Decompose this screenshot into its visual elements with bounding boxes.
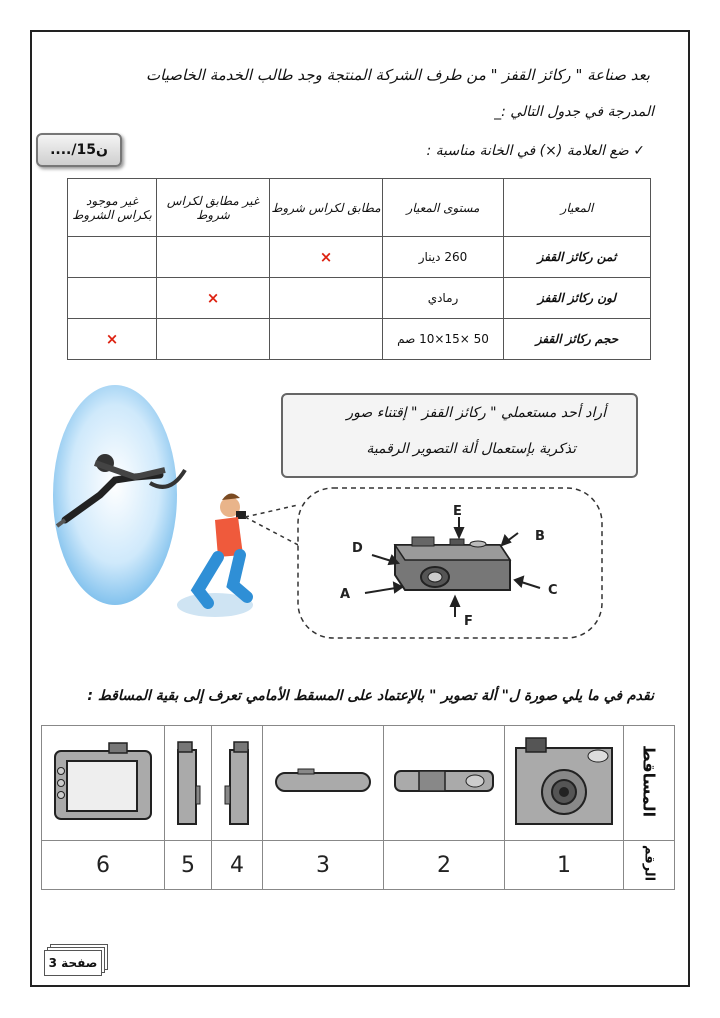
- label-f: F: [464, 614, 473, 629]
- view-5: [165, 726, 212, 841]
- criteria-table: [67, 178, 651, 360]
- label-b: B: [535, 529, 545, 544]
- camera-back-view-icon: [53, 741, 153, 821]
- label-e: E: [453, 504, 462, 519]
- header-compliant: مطابق لكراس شروط: [270, 179, 383, 237]
- label-c: C: [548, 583, 558, 598]
- header-noncompliant: غير مطابق لكراس شروط: [157, 179, 270, 237]
- check-icon: ✓: [633, 143, 645, 159]
- number-2: 2: [384, 841, 505, 890]
- level-color: رمادي: [383, 278, 504, 319]
- scenario-line-1: أراد أحد مستعملي " ركائز القفز " إقتناء صور: [346, 405, 606, 421]
- camera-bottom-view-icon: [268, 761, 378, 801]
- x-mark: ×: [206, 289, 220, 307]
- view-2: [384, 726, 505, 841]
- cell-absent[interactable]: [68, 237, 157, 278]
- label-d: D: [352, 541, 363, 556]
- number-3: 3: [263, 841, 384, 890]
- cell-compliant[interactable]: [270, 319, 383, 360]
- view-4: [212, 726, 263, 841]
- number-6: 6: [42, 841, 165, 890]
- criterion-size: حجم ركائز القفز: [504, 319, 651, 360]
- camera-side-view-icon: [222, 736, 252, 826]
- cell-noncompliant[interactable]: [157, 319, 270, 360]
- cell-noncompliant[interactable]: [157, 278, 270, 319]
- table-row: [68, 237, 651, 278]
- header-criterion: المعيار: [504, 179, 651, 237]
- header-level: مستوى المعيار: [383, 179, 504, 237]
- camera-top-view-icon: [389, 761, 499, 801]
- camera-front-view-icon: [514, 736, 614, 826]
- page-number: [44, 944, 108, 976]
- cell-absent[interactable]: [68, 319, 157, 360]
- criterion-color: لون ركائز القفز: [504, 278, 651, 319]
- cell-noncompliant[interactable]: [157, 237, 270, 278]
- cell-compliant[interactable]: [270, 237, 383, 278]
- instruction-text: ضع العلامة (×) في الخانة مناسبة :: [426, 143, 629, 159]
- camera-callout: [245, 488, 602, 638]
- table-row: [68, 278, 651, 319]
- header-absent: غير موجود بكراس الشروط: [68, 179, 157, 237]
- illustration: [40, 385, 660, 655]
- level-price: 260 دينار: [383, 237, 504, 278]
- table-row: [68, 319, 651, 360]
- view-3: [263, 726, 384, 841]
- number-4: 4: [212, 841, 263, 890]
- instruction: [426, 143, 645, 159]
- row-label-views: المساقط: [624, 726, 675, 841]
- row-label-number: الرقم: [624, 841, 675, 890]
- level-size: 50 ×15×10 صم: [383, 319, 504, 360]
- scenario-line-2: تذكرية بإستعمال ألة التصوير الرقمية: [366, 441, 576, 457]
- view-6: [42, 726, 165, 841]
- camera-icon: [395, 537, 510, 590]
- cell-absent[interactable]: [68, 278, 157, 319]
- photographer-image: [177, 493, 253, 617]
- x-mark: ×: [319, 248, 333, 266]
- label-a: A: [340, 587, 351, 602]
- cell-compliant[interactable]: [270, 278, 383, 319]
- number-1: 1: [505, 841, 624, 890]
- page-number-label: صفحة 3: [44, 950, 102, 976]
- camera-side-view-icon: [173, 736, 203, 826]
- projections-table: [41, 725, 675, 890]
- score-badge: ..../1ن5: [36, 133, 122, 167]
- skater-image: [53, 385, 185, 605]
- intro-line-2: المدرجة في جدول التالي :_: [494, 104, 654, 120]
- number-5: 5: [165, 841, 212, 890]
- x-mark: ×: [105, 330, 119, 348]
- criterion-price: ثمن ركائز القفز: [504, 237, 651, 278]
- view-1: [505, 726, 624, 841]
- intro-line-1: بعد صناعة " ركائز القفز " من طرف الشركة المنتجة وجد طالب الخدمة الخاصيات: [146, 66, 650, 84]
- projections-title: نقدم في ما يلي صورة ل" ألة تصوير " بالإعتماد على المسقط الأمامي تعرف إلى بقية المساقط :: [87, 688, 654, 704]
